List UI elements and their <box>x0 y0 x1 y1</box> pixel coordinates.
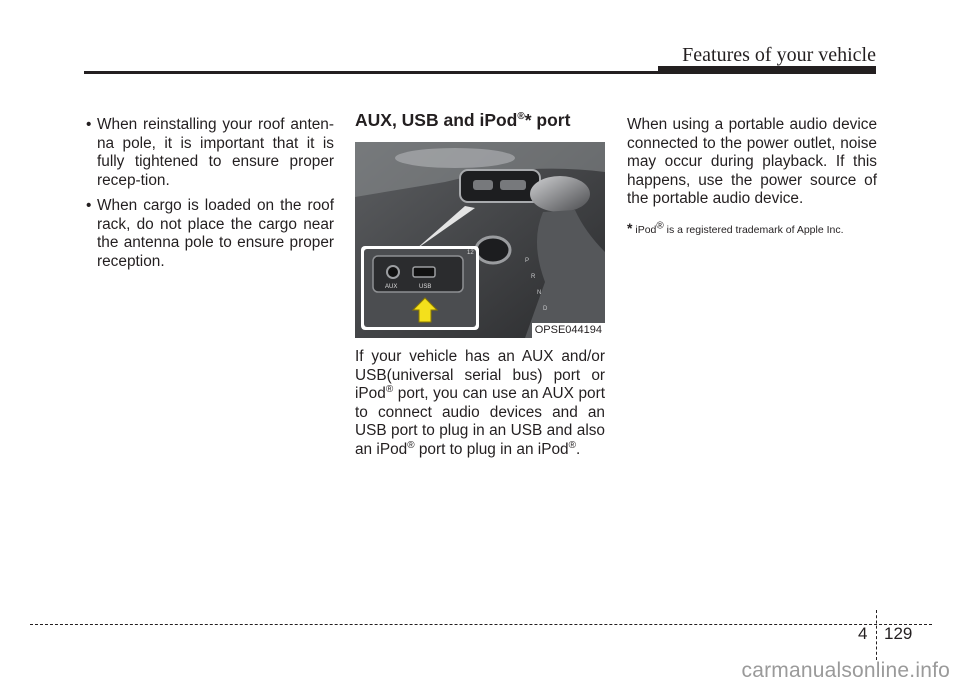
bullet-item: • When cargo is loaded on the roof rack, do not place the cargo near the antenna pole to ensure proper reception. <box>86 197 334 271</box>
footer-divider <box>876 610 877 660</box>
page-header-title: Features of your vehicle <box>682 44 876 66</box>
page-number: 129 <box>884 624 913 643</box>
middle-column <box>355 110 605 459</box>
console-illustration <box>355 142 605 338</box>
bullet-item: • When reinstalling your roof anten-na pole, it is important that it is fully tightened to ensure proper recep-tion. <box>86 116 334 190</box>
trademark-footnote: * iPod® is a registered trademark of Apple Inc. <box>627 219 844 236</box>
aux-label: AUX <box>385 284 398 290</box>
footer-rule <box>30 624 932 625</box>
svg-text:P: P <box>525 258 530 264</box>
aux-paragraph: If your vehicle has an AUX and/or USB(universal serial bus) port or iPod® port, you can use an AUX port to connect audio devices and an USB port to plug in an USB and also an iPod® port to plug in an iPod®. <box>355 348 605 458</box>
usb-label: USB <box>419 284 432 290</box>
noise-paragraph: When using a portable audio device connected to the power outlet, noise may occur during playback. If this happens, use the power source of the portable audio device. <box>627 116 877 207</box>
svg-text:N: N <box>537 290 542 296</box>
svg-text:D: D <box>543 306 548 312</box>
header-rule-accent <box>658 66 876 74</box>
section-title: AUX, USB and iPod®* port <box>355 110 571 130</box>
svg-text:R: R <box>531 274 536 280</box>
right-column <box>627 116 877 237</box>
outlet-label: 12 <box>467 250 474 256</box>
aux-usb-port-photo <box>355 142 605 338</box>
image-code: OPSE044194 <box>532 323 605 338</box>
left-column <box>86 116 334 278</box>
chapter-number: 4 <box>858 624 868 643</box>
watermark: carmanualsonline.info <box>741 659 950 682</box>
